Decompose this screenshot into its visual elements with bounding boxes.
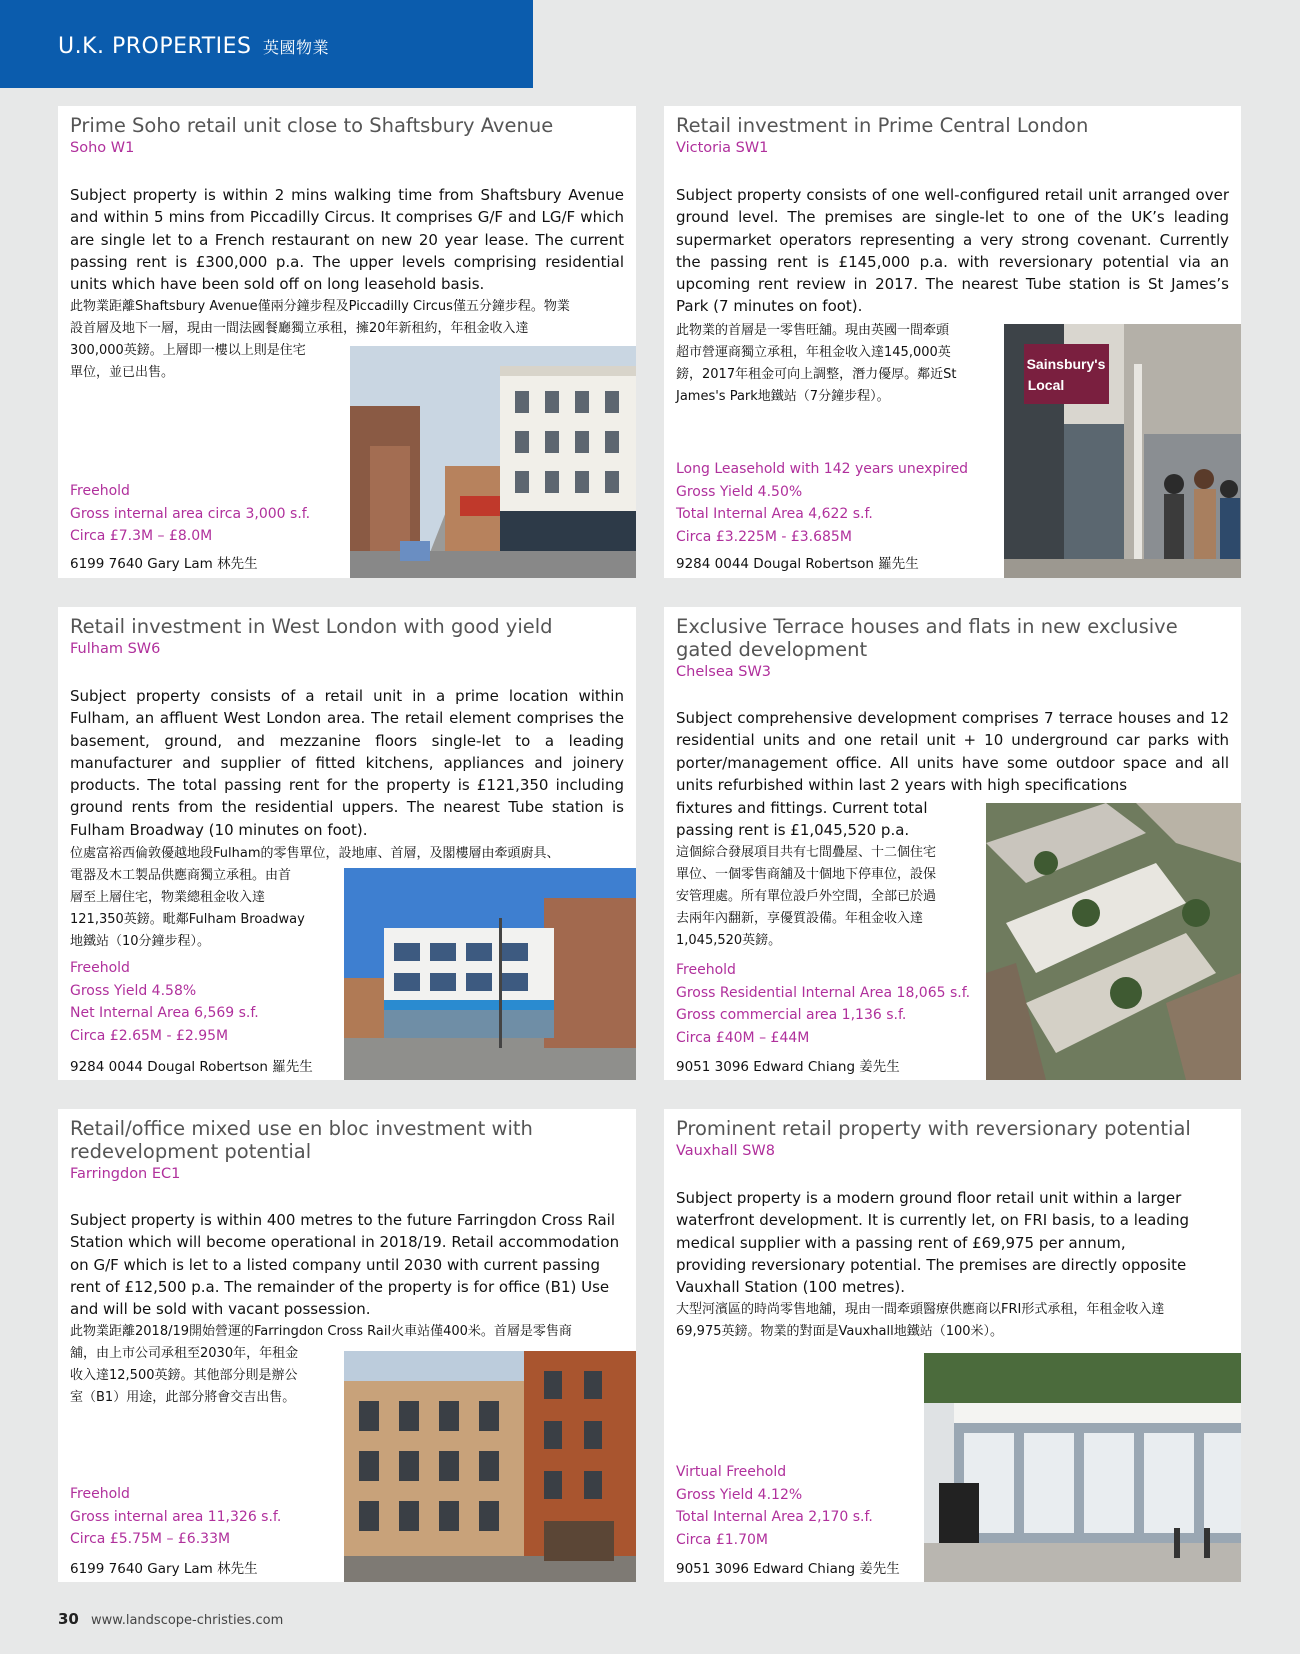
card-description: Subject property consists of a retail unit in a prime location within Fulham, an affluent West London area. The retail element comprises the basement, ground, and mezzanine floors single-let to a leading manufacturer and supplier of fitted kitchens, appliances and joinery products. The total passing rent for the property is £121,350 including ground rents from the residential uppers. The nearest Tube station is Fulham Broadway (10 minutes on foot). (70, 687, 624, 839)
price: Circa £40M – £44M (676, 1029, 810, 1046)
card-title-text: Retail/office mixed use en bloc investment with redevelopment potential (70, 1117, 533, 1163)
property-photo (350, 346, 636, 578)
card-description: Subject property consists of one well-configured retail unit arranged over ground level. The premises are single-let to one of the UK’s leading supermarket operators representing a very strong covenant. Currently the passing rent is £145,000 p.a. with reversionary potential via an upcoming rent review in 2017. The nearest Tube station is St James’s Park (7 minutes on foot). (676, 186, 1229, 316)
card-description: Subject property is within 2 mins walking time from Shaftsbury Avenue and within 5 mins from Piccadilly Circus. It comprises G/F and LG/F which are single let to a French restaurant on new 20 year lease. The current passing rent is £300,000 p.a. The upper levels comprising residential units which have been sold off on long leasehold basis. (70, 186, 624, 294)
store-sign-line2: Local (1027, 377, 1065, 393)
zh-line: 設首層及地下一層，現由一間法國餐廳獨立承租，擁20年新租約，年租金收入達 (70, 321, 529, 336)
card-terms (70, 957, 259, 1047)
card-title (676, 114, 1231, 160)
yield: Gross Yield 4.50% (676, 483, 803, 500)
zh-line: 層至上層住宅，物業總租金收入達 (70, 890, 266, 905)
section-title-zh: 英國物業 (263, 38, 330, 57)
residential-area: Gross Residential Internal Area 18,065 s.f. (676, 984, 971, 1001)
area: Gross internal area circa 3,000 s.f. (70, 505, 311, 522)
property-photo (344, 1351, 636, 1582)
price: Circa £1.70M (676, 1531, 768, 1548)
section-header (0, 0, 533, 88)
zh-line: 此物業距離Shaftsbury Avenue僅兩分鐘步程及Piccadilly Circus僅五分鐘步程。物業 (70, 299, 570, 314)
body-line: passing rent is £1,045,520 p.a. (676, 821, 910, 840)
card-location: Vauxhall SW8 (676, 1143, 775, 1159)
zh-line: 單位，並已出售。 (70, 365, 175, 380)
zh-line: 單位、一個零售商舖及十個地下停車位，設保 (676, 867, 937, 882)
agent-contact: 9284 0044 Dougal Robertson 羅先生 (676, 556, 919, 572)
body-line: fixtures and fittings. Current total (676, 799, 928, 817)
area: Gross internal area 11,326 s.f. (70, 1508, 282, 1525)
zh-line: 位處富裕西倫敦優越地段Fulham的零售單位，設地庫、首層，及閣樓層由牽頭廚具、 (70, 846, 560, 861)
card-title (70, 615, 626, 661)
card-title-text: Prominent retail property with reversionary potential (676, 1117, 1191, 1140)
zh-line: 鎊，2017年租金可向上調整，潛力優厚。鄰近St (676, 367, 957, 382)
tenure: Freehold (676, 962, 736, 978)
zh-line: 室（B1）用途，此部分將會交吉出售。 (70, 1390, 296, 1405)
card-description: Subject property is within 400 metres to the future Farringdon Cross Rail Station which will become operational in 2018/19. Retail accommodation on G/F which is let to a listed company until 2030 with current passing rent of £12,500 p.a. The remainder of the property is for office (B1) Use and will be sold with vacant possession. (70, 1211, 620, 1319)
card-description-zh (676, 320, 996, 408)
tenure: Freehold (70, 960, 130, 976)
card-description: Subject property is a modern ground floor retail unit within a larger waterfront development. It is currently let, on FRI basis, to a leading medical supplier with a passing rent of £69,975 per annum, providing reversionary potential. The premises are directly opposite Vauxhall Station (100 metres). (676, 1189, 1190, 1297)
price: Circa £3.225M - £3.685M (676, 528, 852, 545)
card-location: Fulham SW6 (70, 641, 161, 657)
property-card-vauxhall (664, 1109, 1241, 1582)
tenure: Virtual Freehold (676, 1464, 787, 1480)
card-terms (70, 480, 310, 548)
zh-line: 300,000英鎊。上層即一樓以上則是住宅 (70, 343, 306, 358)
card-title (70, 1117, 626, 1186)
zh-line: James's Park地鐵站（7分鐘步程）。 (676, 389, 890, 404)
card-title-text: Exclusive Terrace houses and flats in new exclusive gated development (676, 615, 1178, 661)
card-terms (70, 1483, 281, 1551)
price: Circa £7.3M – £8.0M (70, 528, 213, 544)
zh-line: 超市營運商獨立承租，年租金收入達145,000英 (676, 345, 951, 360)
card-terms (676, 458, 968, 548)
area: Total Internal Area 2,170 s.f. (676, 1509, 873, 1525)
zh-line: 地鐵站（10分鐘步程）。 (70, 934, 211, 949)
zh-line: 收入達12,500英鎊。其他部分則是辦公 (70, 1368, 298, 1383)
card-title (676, 1117, 1231, 1163)
property-card-chelsea (664, 607, 1241, 1080)
zh-line: 舖，由上市公司承租至2030年，年租金 (70, 1346, 299, 1361)
zh-line: 電器及木工製品供應商獨立承租。由首 (70, 868, 292, 883)
page-footer (58, 1610, 283, 1628)
agent-contact: 9051 3096 Edward Chiang 姜先生 (676, 1059, 900, 1075)
card-title (70, 114, 626, 160)
page-number: 30 (58, 1610, 79, 1628)
zh-line: 安管理處。所有單位設戶外空間，全部已於過 (676, 889, 937, 904)
property-card-farringdon (58, 1109, 636, 1582)
card-title-text: Retail investment in West London with good yield (70, 615, 553, 638)
agent-contact: 9051 3096 Edward Chiang 姜先生 (676, 1561, 900, 1577)
property-photo (344, 868, 636, 1080)
website-url: www.landscope-christies.com (91, 1613, 284, 1628)
store-sign-line1: Sainsbury's (1026, 356, 1106, 372)
area: Total Internal Area 4,622 s.f. (676, 506, 873, 522)
card-description-zh (676, 842, 966, 952)
property-card-fulham (58, 607, 636, 1080)
card-location: Chelsea SW3 (676, 664, 772, 680)
zh-line: 此物業的首層是一零售旺舖。現由英國一間牽頭 (676, 323, 950, 338)
zh-line: 大型河濱區的時尚零售地舖，現由一間牽頭醫療供應商以FRI形式承租，年租金收入達 (676, 1302, 1165, 1317)
card-description-zh (676, 1299, 1236, 1343)
property-photo (924, 1353, 1241, 1582)
card-description-tail (676, 797, 966, 842)
property-photo (986, 803, 1241, 1080)
agent-contact: 6199 7640 Gary Lam 林先生 (70, 556, 258, 572)
commercial-area: Gross commercial area 1,136 s.f. (676, 1007, 907, 1023)
zh-line: 69,975英鎊。物業的對面是Vauxhall地鐵站（100米）。 (676, 1324, 1004, 1339)
card-terms (676, 959, 970, 1049)
agent-contact: 6199 7640 Gary Lam 林先生 (70, 1561, 258, 1577)
property-card-victoria (664, 106, 1241, 578)
property-photo (1004, 324, 1241, 578)
tenure: Long Leasehold with 142 years unexpired (676, 461, 969, 477)
tenure: Freehold (70, 1486, 130, 1502)
card-description: Subject comprehensive development comprises 7 terrace houses and 12 residential units and one retail unit + 10 underground car parks with porter/management office. All units have some outdoor space and all units refurbished within last 2 years with high specifications (676, 709, 1229, 794)
zh-line: 1,045,520英鎊。 (676, 933, 782, 948)
zh-line: 這個綜合發展項目共有七間疊屋、十二個住宅 (676, 845, 937, 860)
zh-line: 此物業距離2018/19開始營運的Farringdon Cross Rail火車站僅400米。首層是零售商 (70, 1324, 572, 1339)
area: Net Internal Area 6,569 s.f. (70, 1005, 259, 1021)
price: Circa £2.65M - £2.95M (70, 1027, 229, 1044)
agent-contact: 9284 0044 Dougal Robertson 羅先生 (70, 1059, 313, 1075)
card-title (676, 615, 1231, 684)
zh-line: 去兩年內翻新，享優質設備。年租金收入達 (676, 911, 924, 926)
card-location: Farringdon EC1 (70, 1166, 181, 1182)
card-title-text: Prime Soho retail unit close to Shaftsbury Avenue (70, 114, 554, 137)
card-location: Soho W1 (70, 140, 135, 156)
yield: Gross Yield 4.12% (676, 1486, 803, 1503)
price: Circa £5.75M – £6.33M (70, 1531, 231, 1547)
card-terms (676, 1461, 873, 1551)
section-title (58, 34, 329, 59)
yield: Gross Yield 4.58% (70, 982, 197, 999)
property-card-soho (58, 106, 636, 578)
card-location: Victoria SW1 (676, 140, 769, 156)
zh-line: 121,350英鎊。毗鄰Fulham Broadway (70, 912, 305, 927)
section-title-en: U.K. PROPERTIES (58, 34, 252, 59)
card-title-text: Retail investment in Prime Central London (676, 114, 1089, 137)
tenure: Freehold (70, 483, 130, 499)
